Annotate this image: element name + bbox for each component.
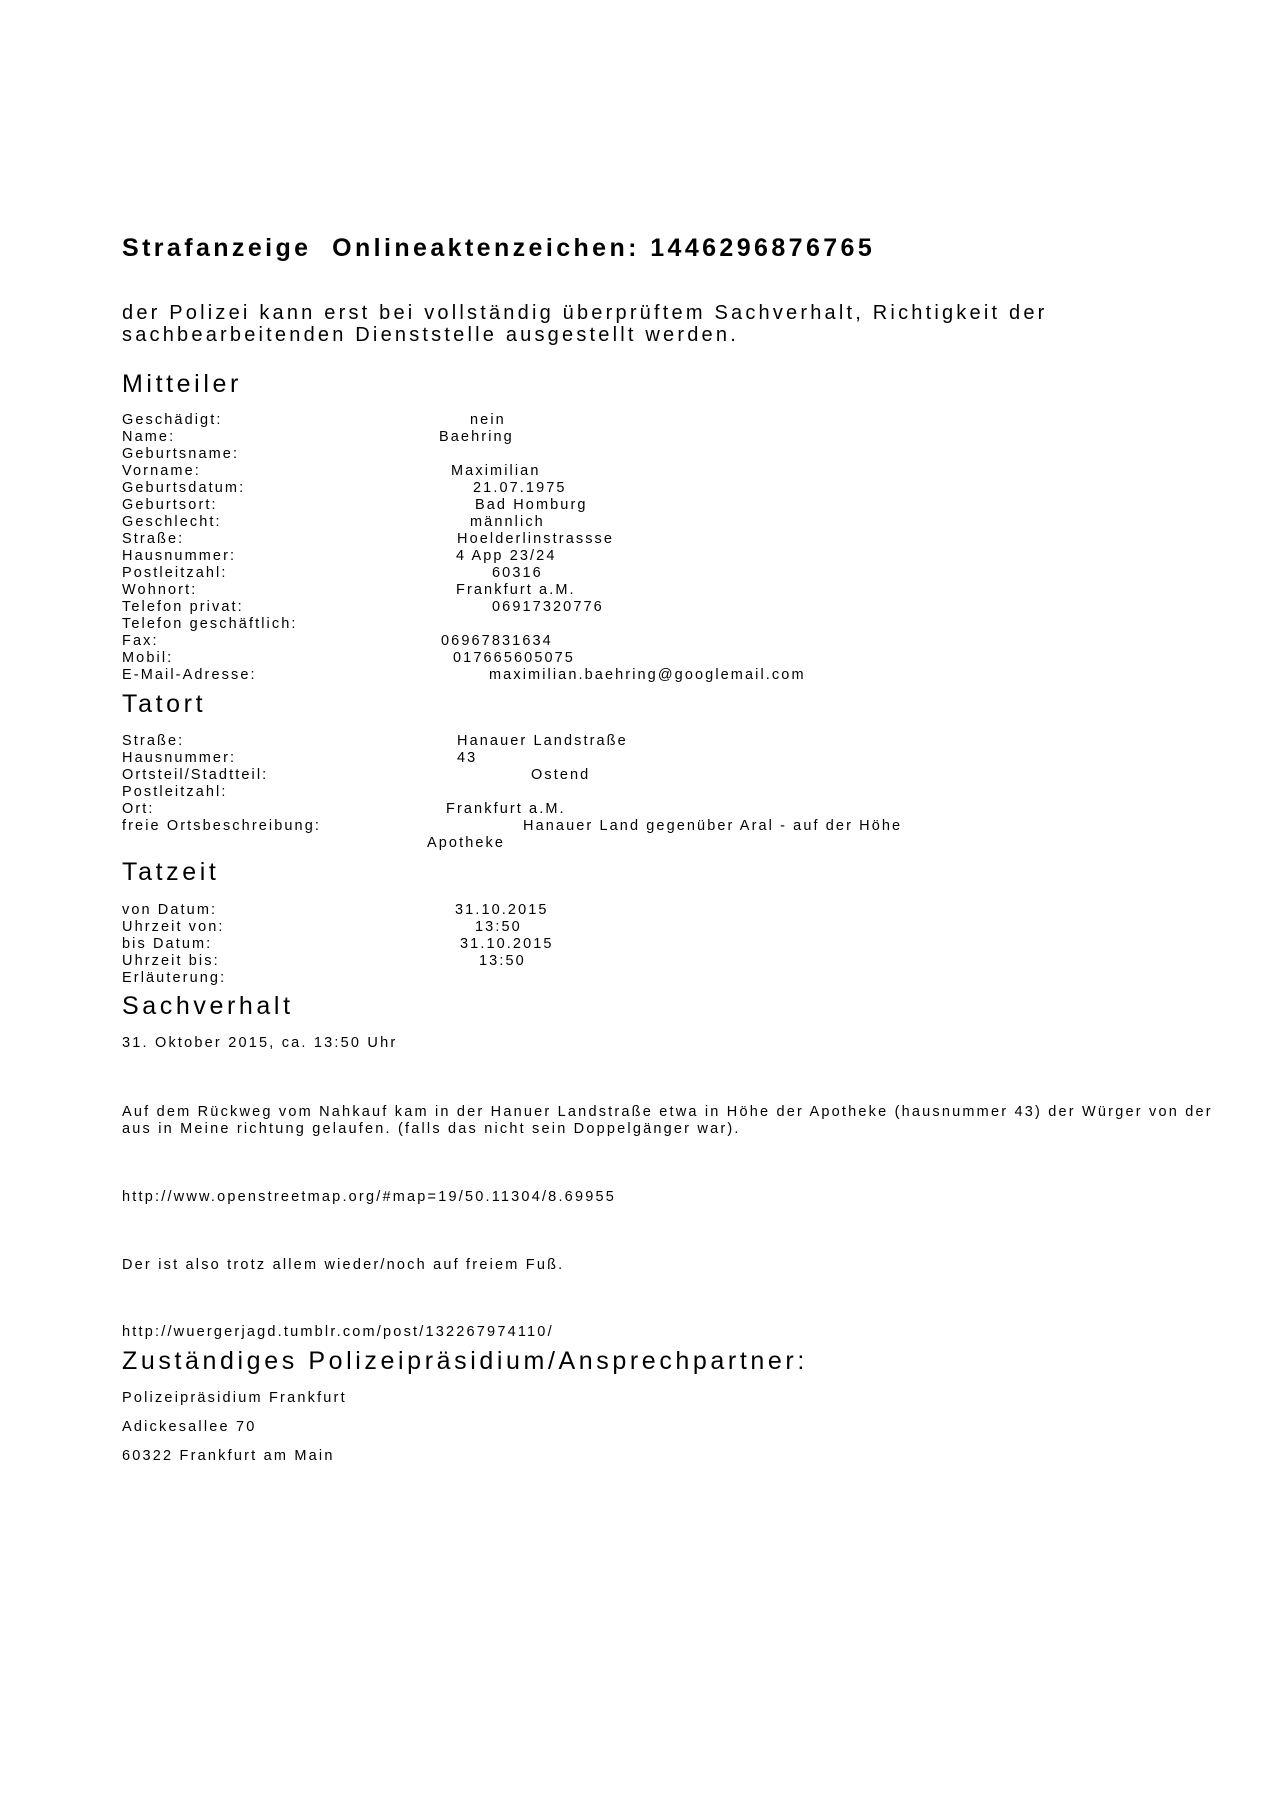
field-value-fax: 06967831634 [441,633,553,649]
field-label-telefon-privat: Telefon privat: [122,599,244,615]
field-label-erlaeuterung: Erläuterung: [122,970,227,986]
field-label-geburtsdatum: Geburtsdatum: [122,480,246,496]
field-value-uhrzeit-bis: 13:50 [479,953,526,969]
field-label-tatort-postleitzahl: Postleitzahl: [122,784,228,800]
intro-line-2: sachbearbeitenden Dienststelle ausgestellt werden. [122,324,739,346]
field-value-geschaedigt: nein [470,412,506,428]
sachverhalt-statement: Der ist also trotz allem wieder/noch auf freiem Fuß. [122,1257,565,1273]
field-value-ortsbeschreibung: Hanauer Land gegenüber Aral - auf der Höhe [523,818,903,834]
field-value-name: Baehring [439,429,514,445]
field-label-geburtsort: Geburtsort: [122,497,218,513]
field-label-geschaedigt: Geschädigt: [122,412,223,428]
field-value-strasse: Hoelderlinstrassse [457,531,615,547]
field-value-email: maximilian.baehring@googlemail.com [489,667,806,683]
polizeipraesidium-street: Adickesallee 70 [122,1419,257,1435]
field-label-email: E-Mail-Adresse: [122,667,257,683]
polizeipraesidium-name: Polizeipräsidium Frankfurt [122,1390,347,1406]
sachverhalt-date-line: 31. Oktober 2015, ca. 13:50 Uhr [122,1035,398,1051]
field-label-uhrzeit-von: Uhrzeit von: [122,919,225,935]
field-label-tatort-strasse: Straße: [122,733,185,749]
field-label-wohnort: Wohnort: [122,582,198,598]
field-label-vorname: Vorname: [122,463,201,479]
field-value-uhrzeit-von: 13:50 [475,919,522,935]
field-value-von-datum: 31.10.2015 [455,902,549,918]
section-heading-sachverhalt: Sachverhalt [122,992,294,1020]
field-value-vorname: Maximilian [451,463,541,479]
field-label-hausnummer: Hausnummer: [122,548,237,564]
intro-line-1: der Polizei kann erst bei vollständig überprüftem Sachverhalt, Richtigkeit der [122,302,1048,324]
field-label-von-datum: von Datum: [122,902,218,918]
field-value-tatort-strasse: Hanauer Landstraße [457,733,628,749]
polizeipraesidium-city: 60322 Frankfurt am Main [122,1448,335,1464]
field-value-ortsteil: Ostend [531,767,591,783]
field-label-geschlecht: Geschlecht: [122,514,222,530]
section-heading-tatort: Tatort [122,690,207,718]
field-value-geburtsdatum: 21.07.1975 [473,480,567,496]
field-value-bis-datum: 31.10.2015 [460,936,554,952]
sachverhalt-openstreetmap-link: http://www.openstreetmap.org/#map=19/50.11304/8.69955 [122,1189,616,1205]
field-label-ortsteil: Ortsteil/Stadtteil: [122,767,269,783]
field-value-geschlecht: männlich [470,514,545,530]
sachverhalt-paragraph-line-2: aus in Meine richtung gelaufen. (falls das nicht sein Doppelgänger war). [122,1121,741,1137]
field-value-tatort-hausnummer: 43 [457,750,478,766]
field-value-ortsbeschreibung-continuation: Apotheke [427,835,506,851]
sachverhalt-tumblr-link: http://wuergerjagd.tumblr.com/post/132267974110/ [122,1324,554,1340]
section-heading-zustaendig: Zuständiges Polizeipräsidium/Ansprechpartner: [122,1347,808,1375]
field-label-name: Name: [122,429,176,445]
page-title: Strafanzeige Onlineaktenzeichen: 1446296876765 [122,234,876,262]
field-value-telefon-privat: 06917320776 [492,599,604,615]
field-label-mobil: Mobil: [122,650,174,666]
field-label-postleitzahl: Postleitzahl: [122,565,228,581]
field-value-ort: Frankfurt a.M. [446,801,566,817]
intro-text [122,302,1048,346]
field-value-mobil: 017665605075 [453,650,575,666]
field-label-telefon-geschaeftlich: Telefon geschäftlich: [122,616,298,632]
field-value-postleitzahl: 60316 [492,565,543,581]
field-label-strasse: Straße: [122,531,185,547]
field-value-wohnort: Frankfurt a.M. [456,582,576,598]
field-label-fax: Fax: [122,633,159,649]
field-label-ort: Ort: [122,801,155,817]
field-label-uhrzeit-bis: Uhrzeit bis: [122,953,220,969]
field-label-ortsbeschreibung: freie Ortsbeschreibung: [122,818,322,834]
field-value-hausnummer: 4 App 23/24 [456,548,557,564]
section-heading-tatzeit: Tatzeit [122,858,220,886]
sachverhalt-paragraph-line-1: Auf dem Rückweg vom Nahkauf kam in der Hanuer Landstraße etwa in Höhe der Apotheke (hausnummer 43) der Würger von der [122,1104,1213,1120]
field-label-tatort-hausnummer: Hausnummer: [122,750,237,766]
field-label-bis-datum: bis Datum: [122,936,213,952]
section-heading-mitteiler: Mitteiler [122,370,242,398]
field-label-geburtsname: Geburtsname: [122,446,240,462]
field-value-geburtsort: Bad Homburg [475,497,588,513]
